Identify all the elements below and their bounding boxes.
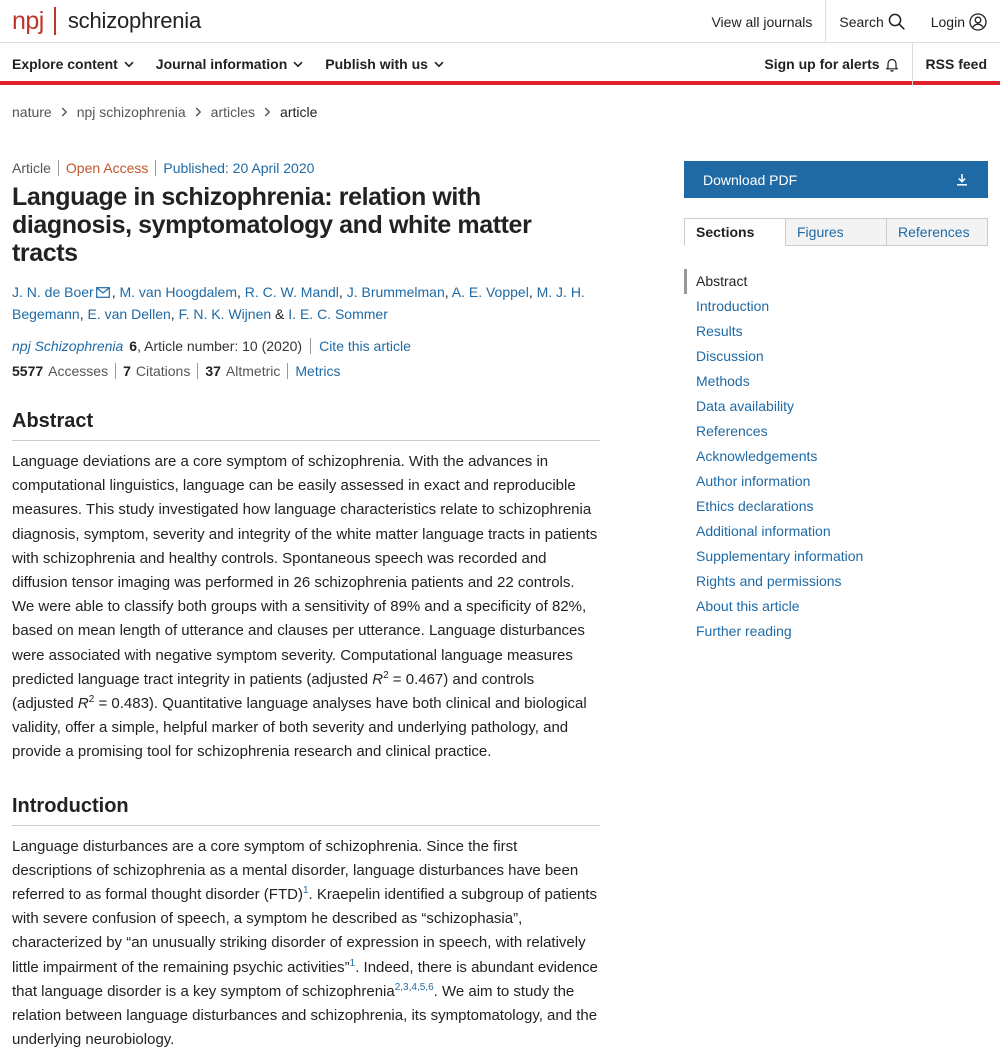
intro-text-part-3: . Indeed, there is abundant evidence that language disorder is a key symptom of schizophrenia — [12, 958, 598, 1000]
abstract-text-part-1: Language deviations are a core symptom of schizophrenia. With the advances in computational linguistics, language can be easily assessed in exact and reproducible measures. This study investigated how language characteristics relate to schizophrenia diagnosis, symptom, severity and integrity of the white matter language tracts in patients with schizophrenia and healthy controls. Spontaneous speech was recorded and diffusion tensor imaging was performed in 26 schizophrenia patients and 22 controls. We were able to classify both groups with a sensitivity of 89% and a specificity of 82%, based on mean length of utterance and clauses per utterance. Language disturbances were associated with negative symptom severity. Computational language measures predicted language tract integrity in patients (adjusted — [12, 453, 598, 688]
search-label: Search — [839, 13, 884, 30]
alerts-label: Sign up for alerts — [764, 56, 880, 72]
journal-logo[interactable] — [12, 6, 201, 36]
brand-divider — [54, 7, 56, 35]
sections-list — [684, 269, 988, 644]
toc-item-rights-and-permissions[interactable]: Rights and permissions — [696, 573, 842, 589]
article-main — [12, 158, 600, 1052]
cite-this-article-link[interactable]: Cite this article — [319, 338, 411, 354]
search-icon — [888, 13, 905, 30]
toc-item-further-reading[interactable]: Further reading — [696, 623, 792, 639]
sign-up-alerts-button[interactable] — [751, 43, 911, 85]
site-header — [0, 0, 1000, 43]
author-link[interactable]: J. Brummelman — [346, 284, 445, 300]
toc-item-supplementary-information[interactable]: Supplementary information — [696, 548, 864, 564]
reference-link[interactable]: 2,3,4,5,6 — [394, 981, 434, 993]
r-squared-variable: R — [372, 670, 384, 688]
chevron-down-icon — [293, 61, 303, 68]
rss-feed-link[interactable]: RSS feed — [912, 43, 1000, 85]
author-link[interactable]: M. van Hoogdalem — [119, 284, 237, 300]
breadcrumb-current: article — [280, 104, 318, 120]
breadcrumb-articles[interactable]: articles — [210, 104, 256, 120]
accesses-label: Accesses — [48, 363, 109, 379]
citations-metric — [116, 363, 198, 379]
author-link[interactable]: A. E. Voppel — [451, 284, 529, 300]
introduction-heading: Introduction — [12, 795, 600, 826]
r-squared-exponent: 2 — [88, 694, 95, 706]
citations-count: 7 — [123, 363, 131, 379]
article-number: , Article number: 10 (2020) — [137, 338, 311, 354]
toc-item-about-this-article[interactable]: About this article — [696, 598, 800, 614]
toc-item-results[interactable]: Results — [696, 323, 743, 339]
brand-journal-name: schizophrenia — [67, 8, 202, 33]
login-label: Login — [930, 13, 965, 30]
explore-content-menu[interactable] — [12, 56, 134, 72]
tab-sections[interactable]: Sections — [684, 218, 786, 246]
altmetric-metric — [198, 363, 288, 379]
reference-link[interactable]: 1 — [349, 957, 356, 969]
toc-item-ethics-declarations[interactable]: Ethics declarations — [696, 498, 814, 514]
publish-with-us-label: Publish with us — [325, 56, 428, 72]
view-all-journals-link[interactable]: View all journals — [711, 13, 813, 30]
altmetric-label: Altmetric — [225, 363, 281, 379]
toc-item-additional-information[interactable]: Additional information — [696, 523, 831, 539]
login-button[interactable] — [918, 0, 1000, 43]
download-icon — [956, 173, 968, 186]
article-metrics — [12, 361, 600, 381]
article-title: Language in schizophrenia: relation with diagnosis, symptomatology and white matter tracts — [12, 183, 532, 267]
article-sidebar — [684, 161, 988, 644]
toc-item-introduction[interactable]: Introduction — [696, 298, 770, 314]
toc-item-author-information[interactable]: Author information — [696, 473, 811, 489]
r-squared-exponent: 2 — [383, 669, 389, 681]
author-link[interactable]: R. C. W. Mandl — [244, 284, 339, 300]
accesses-count: 5577 — [12, 363, 44, 379]
accesses-metric — [12, 363, 116, 379]
chevron-down-icon — [124, 61, 134, 68]
download-pdf-label: Download PDF — [703, 171, 798, 188]
intro-text-part-2: . Kraepelin identified a subgroup of patients with severe confusion of speech, a symptom he described as “schizophasia”, characterized by “an unusually striking disorder of expression in speech, with relatively little impairment of the remaining psychic activities” — [12, 886, 598, 976]
introduction-text — [12, 835, 600, 1052]
user-icon — [969, 13, 987, 31]
bell-icon — [885, 57, 899, 72]
toc-item-references[interactable]: References — [696, 423, 768, 439]
search-button[interactable] — [825, 0, 917, 43]
author-link[interactable]: J. N. de Boer — [12, 284, 94, 300]
volume-number: 6 — [129, 338, 138, 354]
author-link[interactable]: M. J. H. Begemann — [12, 284, 585, 322]
toc-item-abstract[interactable]: Abstract — [684, 269, 988, 294]
open-access-badge: Open Access — [59, 160, 157, 176]
article-meta — [12, 158, 600, 178]
toc-item-methods[interactable]: Methods — [696, 373, 750, 389]
download-pdf-button[interactable] — [684, 161, 988, 198]
breadcrumb — [12, 102, 317, 122]
journal-information-label: Journal information — [155, 56, 288, 72]
main-nav — [0, 43, 1000, 85]
intro-text-part-1: Language disturbances are a core symptom of schizophrenia. Since the first descriptions of schizophrenia as a mental disorder, language disturbances have been referred to as formal thought disorder (FTD) — [12, 837, 579, 904]
chevron-down-icon — [434, 61, 444, 68]
brand-npj: npj — [12, 6, 44, 35]
sidebar-tabs — [684, 218, 988, 246]
nav-menus — [12, 43, 466, 85]
toc-item-acknowledgements[interactable]: Acknowledgements — [696, 448, 818, 464]
journal-information-menu[interactable] — [156, 56, 303, 72]
journal-name-link[interactable]: npj Schizophrenia — [12, 338, 124, 354]
tab-figures[interactable]: Figures — [786, 218, 887, 245]
published-date: Published: 20 April 2020 — [163, 160, 315, 176]
metrics-link[interactable]: Metrics — [295, 363, 341, 379]
author-link[interactable]: E. van Dellen — [87, 306, 171, 322]
article-type: Article — [12, 160, 59, 176]
abstract-text — [12, 450, 600, 765]
reference-link[interactable]: 1 — [302, 885, 309, 897]
intro-text-part-4: . We aim to study the relation between language disturbances and schizophrenia, its symptomatology, and the underlying neurobiology. — [12, 982, 598, 1049]
altmetric-score: 37 — [205, 363, 221, 379]
explore-content-label: Explore content — [12, 56, 118, 72]
chevron-right-icon — [195, 107, 202, 117]
tab-references[interactable]: References — [887, 218, 988, 245]
breadcrumb-nature[interactable]: nature — [12, 104, 52, 120]
citation-line — [12, 336, 600, 356]
citations-label: Citations — [135, 363, 191, 379]
author-link[interactable]: F. N. K. Wijnen — [178, 306, 272, 322]
author-link[interactable]: I. E. C. Sommer — [288, 306, 388, 322]
chevron-right-icon — [61, 107, 68, 117]
header-links — [698, 0, 1000, 43]
author-and: & — [275, 306, 285, 322]
author-list: J. N. de Boer , M. van Hoogdalem, R. C. W. Mandl, J. Brummelman, A. E. Voppel, M. J. H. Begemann, E. van Dellen, F. N. K. Wijnen & I. E. C. Sommer — [12, 284, 585, 322]
toc-item-discussion[interactable]: Discussion — [696, 348, 764, 364]
abstract-text-part-3: = 0.483). Quantitative language analyses have both clinical and biological validity, offer a simple, helpful marker of both severity and underlying pathology, and provide a promising tool for schizophrenia research and clinical practice. — [12, 695, 587, 761]
abstract-heading: Abstract — [12, 410, 600, 441]
toc-item-data-availability[interactable]: Data availability — [696, 398, 795, 414]
breadcrumb-journal[interactable]: npj schizophrenia — [76, 104, 186, 120]
r-squared-variable: R — [77, 695, 89, 713]
publish-with-us-menu[interactable] — [325, 56, 444, 72]
mail-icon[interactable] — [96, 287, 110, 298]
abstract-text-part-2: = 0.467) and controls (adjusted — [12, 670, 535, 713]
chevron-right-icon — [264, 107, 271, 117]
nav-actions — [751, 43, 1000, 85]
